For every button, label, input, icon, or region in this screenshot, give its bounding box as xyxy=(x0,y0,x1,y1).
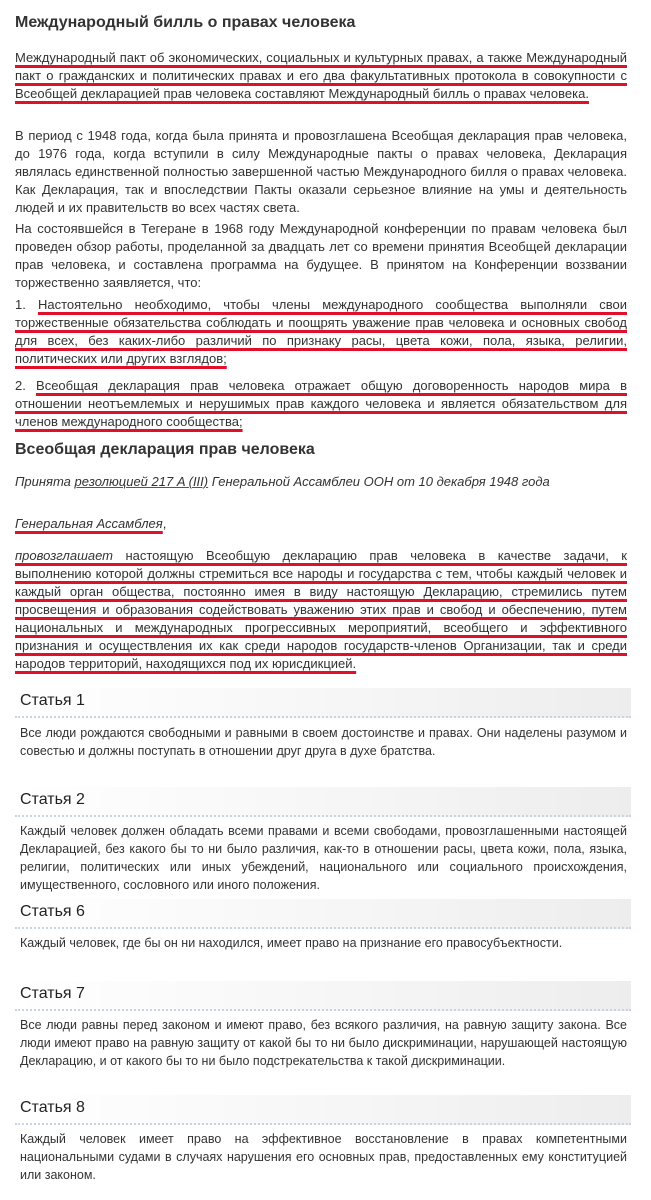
proclaims-word: провозглашает xyxy=(15,548,114,563)
article-7-header xyxy=(15,981,631,1011)
article-8-title: Статья 8 xyxy=(20,1099,85,1116)
bill-paragraph-1-text: Международный пакт об экономических, социальных и культурных правах, а также Международный пакт о гражданских и политических правах и его два факультативных протокола в совокупности с Всеобщей декларацией прав человека составляют Международный билль о правах человека. xyxy=(15,50,627,101)
bill-paragraph-1 xyxy=(15,49,627,103)
general-assembly: Генеральная Ассамблея xyxy=(15,516,163,531)
general-assembly-line xyxy=(15,515,627,533)
article-2-header xyxy=(15,787,631,817)
adoption-suffix: Генеральной Ассамблеи ООН от 10 декабря 1948 года xyxy=(208,474,550,489)
article-1-title: Статья 1 xyxy=(20,692,85,709)
adoption-note xyxy=(15,473,627,491)
article-8-header xyxy=(15,1095,631,1125)
bill-list-item-2 xyxy=(15,377,627,431)
article-1-header xyxy=(15,688,631,718)
proclamation-paragraph xyxy=(15,547,627,673)
assembly-comma: , xyxy=(162,516,167,531)
article-6-header xyxy=(15,899,631,929)
article-6-title: Статья 6 xyxy=(20,903,85,920)
list-item-text: Всеобщая декларация прав человека отражает общую договоренность народов мира в отношении неотъемлемых и нерушимых прав каждого человека и является обязательством для членов международного сообщества; xyxy=(15,378,627,429)
list-number: 1. xyxy=(15,297,26,312)
udhr-title: Всеобщая декларация прав человека xyxy=(15,441,315,458)
proclamation-text xyxy=(15,548,627,671)
article-7-text: Все люди равны перед законом и имеют право, без всякого различия, на равную защиту закона. Все люди имеют право на равную защиту от какой бы то ни было дискриминации, нарушающей настоящую Декларацию, и от какого бы то ни было подстрекательства к такой дискриминации. xyxy=(20,1018,627,1068)
article-6-text: Каждый человек, где бы он ни находился, имеет право на признание его правосубъектности. xyxy=(20,936,563,950)
resolution-link[interactable]: резолюцией 217 A (III) xyxy=(74,474,209,489)
list-item-text: Настоятельно необходимо, чтобы члены международного сообщества выполняли свои торжественные обязательства соблюдать и поощрять уважение прав человека и основных свобод для всех, без каких-либо различий по признаку расы, цвета кожи, пола, языка, религии, политических или других взглядов; xyxy=(15,297,627,366)
bill-paragraph-3: На состоявшейся в Тегеране в 1968 году Международной конференции по правам человека был проведен обзор работы, проделанной за двадцать лет со времени принятия Всеобщей декларации прав человека, и составлена программа на будущее. В принятом на Конференции воззвании торжественно заявляется, что: xyxy=(15,221,627,290)
article-8-text: Каждый человек имеет право на эффективное восстановление в правах компетентными национальными судами в случаях нарушения его основных прав, предоставленных ему конституцией или законом. xyxy=(20,1132,627,1182)
adoption-prefix: Принята xyxy=(15,474,75,489)
list-number: 2. xyxy=(15,378,26,393)
proclaims-body: настоящую Всеобщую декларацию прав человека в качестве задачи, к выполнению которой должны стремиться все народы и государства с тем, чтобы каждый человек и каждый орган общества, постоянно имея в виду настоящую Декларацию, стремились путем просвещения и образования содействовать уважению этих прав и свобод и обеспечению, путем национальных и международных прогрессивных мероприятий, всеобщего и эффективного признания и осуществления их как среди народов государств-членов Организации, так и среди народов территорий, находящихся под их юрисдикцией. xyxy=(15,548,627,671)
article-7-title: Статья 7 xyxy=(20,985,85,1002)
bill-list-item-1 xyxy=(15,296,627,368)
article-2-text: Каждый человек должен обладать всеми правами и всеми свободами, провозглашенными настоящей Декларацией, без какого бы то ни было различия, как-то в отношении расы, цвета кожи, пола, языка, религии, политических или иных убеждений, национального или социального происхождения, имущественного, сословного или иного положения. xyxy=(20,824,627,892)
bill-title: Международный билль о правах человека xyxy=(15,14,356,31)
article-2-title: Статья 2 xyxy=(20,791,85,808)
bill-paragraph-2: В период с 1948 года, когда была принята и провозглашена Всеобщая декларация прав человека, до 1976 года, когда вступили в силу Международные пакты о правах человека, Декларация являлась единственной полностью завершенной частью Международного билля о правах человека. Как Декларация, так и впоследствии Пакты оказали серьезное влияние на умы и деятельность людей и их правительств во всех частях света. xyxy=(15,128,627,215)
article-1-text: Все люди рождаются свободными и равными в своем достоинстве и правах. Они наделены разумом и совестью и должны поступать в отношении друг друга в духе братства. xyxy=(20,726,627,758)
